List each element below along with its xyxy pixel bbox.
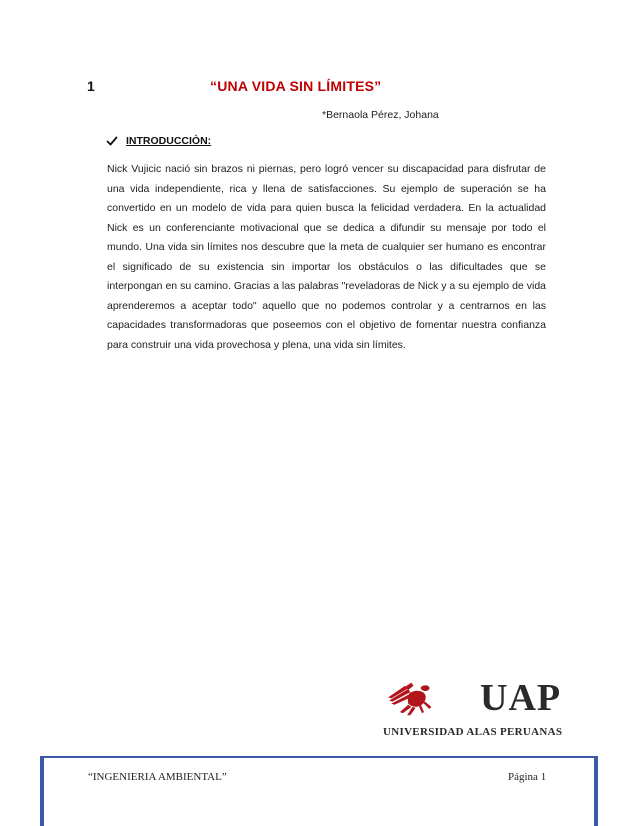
section-number: 1	[87, 78, 95, 94]
logo-university-name: UNIVERSIDAD ALAS PERUANAS	[383, 726, 563, 738]
footer-left-bar	[40, 756, 44, 826]
uap-bird-logo-icon	[384, 672, 484, 728]
footer-divider	[40, 756, 598, 758]
intro-heading-label: INTRODUCCIÒN:	[126, 135, 212, 147]
author-line: *Bernaola Pérez, Johana	[322, 109, 439, 121]
footer-page-number: Página 1	[508, 771, 547, 783]
check-icon	[106, 135, 118, 147]
footer-course-name: “INGENIERIA AMBIENTAL”	[88, 771, 227, 783]
footer-right-bar	[594, 756, 598, 826]
document-title: “UNA VIDA SIN LÍMITES”	[210, 78, 382, 94]
intro-heading	[106, 135, 211, 147]
logo-acronym: UAP	[480, 677, 562, 719]
intro-paragraph: Nick Vujicic nació sin brazos ni piernas, pero logró vencer su discapacidad para disfrutar de una vida independiente, rica y llena de satisfacciones. Su ejemplo de superación se ha convertido en un modelo de vida para quien busca la felicidad verdadera. En la actualidad Nick es un conferenciante motivacional que se dedica a difundir su mensaje por todo el mundo. Una vida sin límites nos descubre que la meta de cualquier ser humano es encontrar el significado de su existencia sin importar los obstáculos o las dificultades que se interpongan en su camino. Gracias a las palabras "reveladoras de Nick y a su ejemplo de vida aprenderemos a aceptar todo" aquello que no podemos controlar y a centrarnos en las capacidades transformadoras que poseemos con el objetivo de fomentar nuestra confianza para construir una vida provechosa y plena, una vida sin límites.	[107, 163, 546, 351]
